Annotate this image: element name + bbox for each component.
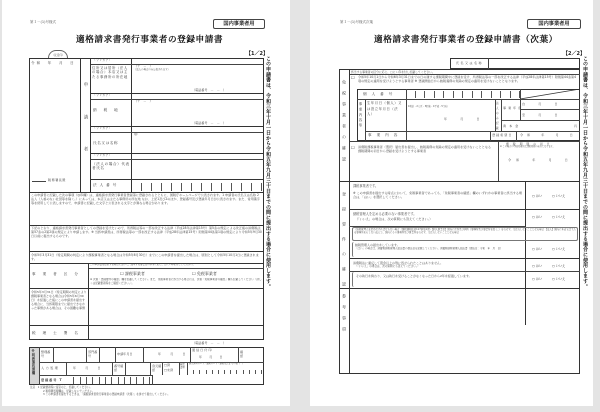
remarks-label: 参考事項 bbox=[342, 294, 347, 338]
address-input[interactable] bbox=[132, 65, 262, 93]
registration-number-label: 登録番号 T bbox=[41, 378, 63, 382]
option-checkbox[interactable]: ☐ bbox=[351, 145, 355, 150]
domestic-badge: 国内事業者用 bbox=[213, 19, 265, 29]
name-label: 氏名又は名称 bbox=[456, 61, 484, 65]
corp-number-label: 法人番号 bbox=[93, 183, 120, 187]
violation-no-radio[interactable]: ○ いいえ bbox=[552, 264, 566, 268]
requirements-label: 登録要件の確認 bbox=[342, 192, 347, 297]
form-title: 適格請求書発行事業者の登録申請書 bbox=[76, 35, 224, 45]
representative-input[interactable] bbox=[132, 160, 262, 178]
form-number: 第１－(1)号様式次葉 bbox=[340, 20, 373, 24]
individual-number-label: 個人番号 bbox=[363, 92, 398, 96]
footnote-2: 2 税務署処理欄は、記載しないでください。 bbox=[43, 389, 95, 393]
late-reason-label: 令和5年3月31日（特定期間の判定により課税事業者となる場合は令和5年6月30日）を経過した後にこの申請書を提出する場合に、当該期限までに提出できなかった事情がある場合は、その困難な事情 bbox=[31, 290, 87, 311]
page-number: 【1／2】 bbox=[246, 51, 268, 57]
page-1: 第１－(1)号様式 国内事業者用 適格請求書発行事業者の登録申請書 収受印 【1／2】 この申請書は、令和三年十月一日から令和五年九月三十日までの間に提出する場合に使用します。 令和 年 月 日 税務署長殿 申請者 （フリガナ） 住所又は居所（法人の場合）本店又は主たる事務所の所在地 （〒 － ） （法人の場合のみ公表されます） （電話番号 － － ） （フリガナ） 納税地 （〒 － ） （電話番号 － － ） （フリガナ） 氏名又は名称 ◎ （フリガナ） （法人の場合）代表者氏名 法人番号 この申請書に記載した次の事項（◎印欄）は、適格請求書発行事業者登録簿に登載されるとともに、国税庁ホームページで公表されます。1 申請者の氏名又は名称 2 法人（人格のない社団等を除く。）にあっては、本店又は主たる事務所の所在地 なお、上記1及び2のほか、登録番号及び登録年月日が公表されます。また、常用漢字等を使用して公表しますので、申請書に記載した文字と公表される文字とが異なる場合があります。 下記のとおり、適格請求書発行事業者としての登録を受けたいので、所得税法等の一部を改正する法律（平成28年法律第15号）第5条の規定による改正後の消費税法第57条の2第2項の規定により申請します。※ 当該申請書は、所得税法等の一部を改正する法律（平成28年法律第15号）附則第44条第1項の規定により令和5年9月30日以前に提出するものです。 令和5年3月31日（特定期間の判定により課税事業者となる場合は令和5年6月30日）までにこの申請書を提出した場合は、原則として令和5年10月1日に登録されます。 この申請書を提出する時点において、該当する事業者の区分に応じ、□にレ印を付してください。 事業者区分 ☐ 課税事業者 ☐ 免税事業者 ※ 次葉「登録要件の確認」欄を記載してください。また、免税事業者に該当する場合には、次葉「免税事業者の確認」欄も記載してください（詳しくは記載要領等をご確認ください。）。 令和5年3月31日（特定期間の判定により課税事業者となる場合は令和5年6月30日）を経過した後にこの申請書を提出する場合に、当該期限までに提出できなかった事情がある場合は、その困難な事情 税理士署名 （電話番号 － － ） ※税務署処理欄 整理番号 部門番号 申請年月日 年 月 日 通信日付印 年 月 日 確認 入力処理 年 月 日 番号確認 身元確認 □済 □未済 確認書類 個人番号カード／通知カード・運転免許証 その他（ ） 登録番号 T 注意 1 記載要領等に留意の上、記載してください。 2 税務署処理欄は、記載しないでください。 3 この申請書を提出するときは、「適格請求書発行事業者の登録申請書（次葉）」を併せて提出してください。 bbox=[2, 0, 290, 406]
taxable-checkbox[interactable]: ☐ 課税事業者 bbox=[120, 271, 145, 276]
elapsed-no-radio[interactable]: ○ いいえ bbox=[552, 277, 566, 281]
option-date-value: 令和 年 月 日 bbox=[508, 158, 573, 162]
form-title: 適格請求書発行事業者の登録申請書（次葉） bbox=[374, 35, 558, 45]
late-reason-input[interactable] bbox=[90, 290, 262, 312]
agent-yes-radio[interactable]: ○ はい bbox=[532, 215, 543, 219]
category-label: 事業者区分 bbox=[32, 272, 85, 276]
applicant-label: 申請者 bbox=[83, 82, 88, 180]
birth-date-value: 年 月 日 bbox=[444, 117, 485, 121]
agent-filed-no-radio[interactable]: ○ いいえ bbox=[552, 247, 566, 251]
form-number: 第１－(1)号様式 bbox=[30, 20, 56, 24]
address-label: 住所又は居所（法人の場合）本店又は主たる事務所の所在地 bbox=[92, 66, 128, 79]
business-label: 事業内容 bbox=[368, 133, 403, 137]
individual-number-input[interactable] bbox=[406, 91, 520, 98]
notice-application: 下記のとおり、適格請求書発行事業者としての登録を受けたいので、所得税法等の一部を改正する法律（平成28年法律第15号）第5条の規定による改正後の消費税法第57条の2第2項の規定により申請します。※ 当該申請書は、所得税法等の一部を改正する法律（平成28年法律第15号）附則第44条第1項の規定により令和5年9月30日以前に提出するものです。 bbox=[31, 226, 262, 239]
tax-accountant-input[interactable] bbox=[90, 326, 262, 340]
taxable-no-radio[interactable]: ○ いいえ bbox=[552, 194, 566, 198]
tax-place-input[interactable] bbox=[132, 100, 262, 126]
remarks-input[interactable] bbox=[350, 289, 579, 373]
representative-label: （法人の場合）代表者氏名 bbox=[92, 162, 130, 171]
exempt-section-label: 免税事業者の確認 bbox=[342, 80, 347, 168]
agent-filed-yes-radio[interactable]: ○ はい bbox=[532, 247, 543, 251]
taxable-yes-radio[interactable]: ○ はい bbox=[532, 194, 543, 198]
business-content-group: 事業内容等 bbox=[358, 102, 362, 129]
exempt-checkbox[interactable]: ☐ bbox=[351, 75, 355, 80]
exempt-checkbox-text: 令和5年10月1日から令和6年3月31日までの日の属する課税期間中に登録を受け、所得税法等の一部を改正する法律（平成28年法律第15号）附則第44条第4項の規定の適用を受けようとする事業者 ※ 登録開始日から納税義務の免除の規定の適用を受けないこととなります。 bbox=[358, 75, 577, 84]
agent-no-radio[interactable]: ○ いいえ bbox=[552, 215, 566, 219]
diagonal-strike bbox=[520, 89, 580, 99]
page-2: 第１－(1)号様式次葉 国内事業者用 適格請求書発行事業者の登録申請書（次葉） 【2／2】 この申請書は、令和三年十月一日から令和五年九月三十日までの間に提出する場合に使用します。 氏名又は名称 免税事業者の確認 該当する事業者の区分に応じ、□にレ印を付し記載してください。 ☐ 令和5年10月1日から令和6年3月31日までの日の属する課税期間中に登録を受け、所得税法等の一部を改正する法律（平成28年法律第15号）附則第44条第4項の規定の適用を受けようとする事業者 ※ 登録開始日から納税義務の免除の規定の適用を受けないこととなります。 個人番号 事業内容等 生年月日（個人）又は設立年月日（法人） 1明治・2大正・3昭和・4平成・5令和 年 月 日 法人のみ記載 事業年度 自 月 日 至 月 日 資本金 円 事業内容 登録希望日 令和 年 月 日 ☐ 消費税課税事業者（選択）届出書を提出し、納税義務の免除の規定の適用を受けないこととなる課税期間の初日から登録を受けようとする事業者 課税期間の初日 ※ この場合の登録希望日は課税期間の初日となります。 令和 年 月 日 登録要件の確認 課税事業者です。 ※ この申請書を提出する時点において、免税事業者であっても、「免税事業者の確認」欄のいずれかの事業者に該当する場合は、「はい」を選択してください。 ○ はい ○ いいえ 納税管理人を定める必要のない事業者です。 （「いいえ」の場合は、次の質問にも答えてください。） ○ はい ○ いいえ （納税管理人を定めなければならない場合（国税通則法第117条第1項）【個人事業者】国内に住所及び居所（事務所及び事業所を除く。）を有せず、又は有しないこととなる場合 【法人】国内に本店又は主たる事務所を有しない法人で、国内にその事務所及び事業所を有せず、又は有しないこととなる場合 納税管理人の届出をしています。 「はい」の場合は、消費税納税管理人届出書の提出日を記載してください。消費税納税管理人届出書（提出日：令和 年 月 日） ○ はい ○ いいえ 消費税法に違反して罰金以上の刑に処せられたことはありません。 （「いいえ」の場合は、次の質問にも答えてください。） ○ はい ○ いいえ その執行を終わり、又は執行を受けることがなくなった日から2年を経過しています。 ○ はい ○ いいえ 参考事項 bbox=[310, 0, 593, 406]
exempt-checkbox[interactable]: ☐ 免税事業者 bbox=[192, 271, 217, 276]
exempt-instruction: 該当する事業者の区分に応じ、□にレ印を付し記載してください。 bbox=[351, 70, 435, 74]
side-note: この申請書は、令和三年十月一日から令和五年九月三十日までの間に提出する場合に使用します。 bbox=[265, 56, 271, 290]
birth-label: 生年月日（個人）又は設立年月日（法人） bbox=[367, 101, 403, 116]
office-use-label: ※税務署処理欄 bbox=[31, 349, 35, 375]
violation-yes-radio[interactable]: ○ はい bbox=[532, 264, 543, 268]
name-input[interactable] bbox=[489, 59, 579, 68]
office-line: 税務署長殿 bbox=[48, 178, 67, 182]
corp-number-input[interactable] bbox=[132, 183, 262, 191]
page-number: 【2／2】 bbox=[563, 51, 585, 57]
name-label: 氏名又は名称 bbox=[93, 141, 119, 145]
category-note: ※ 次葉「登録要件の確認」欄を記載してください。また、免税事業者に該当する場合には、次葉「免税事業者の確認」欄も記載してください（詳しくは記載要領等をご確認ください。）。 bbox=[90, 278, 262, 285]
name-input[interactable] bbox=[132, 133, 262, 153]
option-text: 消費税課税事業者（選択）届出書を提出し、納税義務の免除の規定の適用を受けないこととなる課税期間の初日から登録を受けようとする事業者 bbox=[358, 145, 492, 154]
notice-publication: この申請書に記載した次の事項（◎印欄）は、適格請求書発行事業者登録簿に登載されるとともに、国税庁ホームページで公表されます。1 申請者の氏名又は名称 2 法人（人格のない社団等を除く。）にあっては、本店又は主たる事務所の所在地 なお、上記1及び2のほか、登録番号及び登録年月日が公表されます。また、常用漢字等を使用して公表しますので、申請書に記載した文字と公表される文字とが異なる場合があります。 bbox=[31, 193, 260, 206]
category-instruction: この申請書を提出する時点において、該当する事業者の区分に応じ、□にレ印を付してください。 bbox=[90, 263, 196, 266]
elapsed-yes-radio[interactable]: ○ はい bbox=[532, 277, 543, 281]
side-note: この申請書は、令和三年十月一日から令和五年九月三十日までの間に提出する場合に使用します。 bbox=[582, 56, 588, 290]
footnote-3: 3 この申請書を提出するときは、「適格請求書発行事業者の登録申請書（次葉）」を併せて提出してください。 bbox=[43, 393, 170, 396]
footnote-1: 注意 1 記載要領等に留意の上、記載してください。 bbox=[30, 386, 93, 389]
domestic-badge: 国内事業者用 bbox=[527, 19, 581, 29]
date-line: 令和 年 月 日 bbox=[31, 61, 76, 65]
receipt-stamp: 収受印 bbox=[48, 50, 68, 58]
tax-accountant-label: 税理士署名 bbox=[32, 331, 85, 335]
notice-deadline: 令和5年3月31日（特定期間の判定により課税事業者となる場合は令和5年6月30日）までにこの申請書を提出した場合は、原則として令和5年10月1日に登録されます。 bbox=[31, 253, 259, 262]
tax-place-label: 納税地 bbox=[93, 108, 125, 112]
reg-date-value: 令和 年 月 日 bbox=[520, 133, 577, 137]
